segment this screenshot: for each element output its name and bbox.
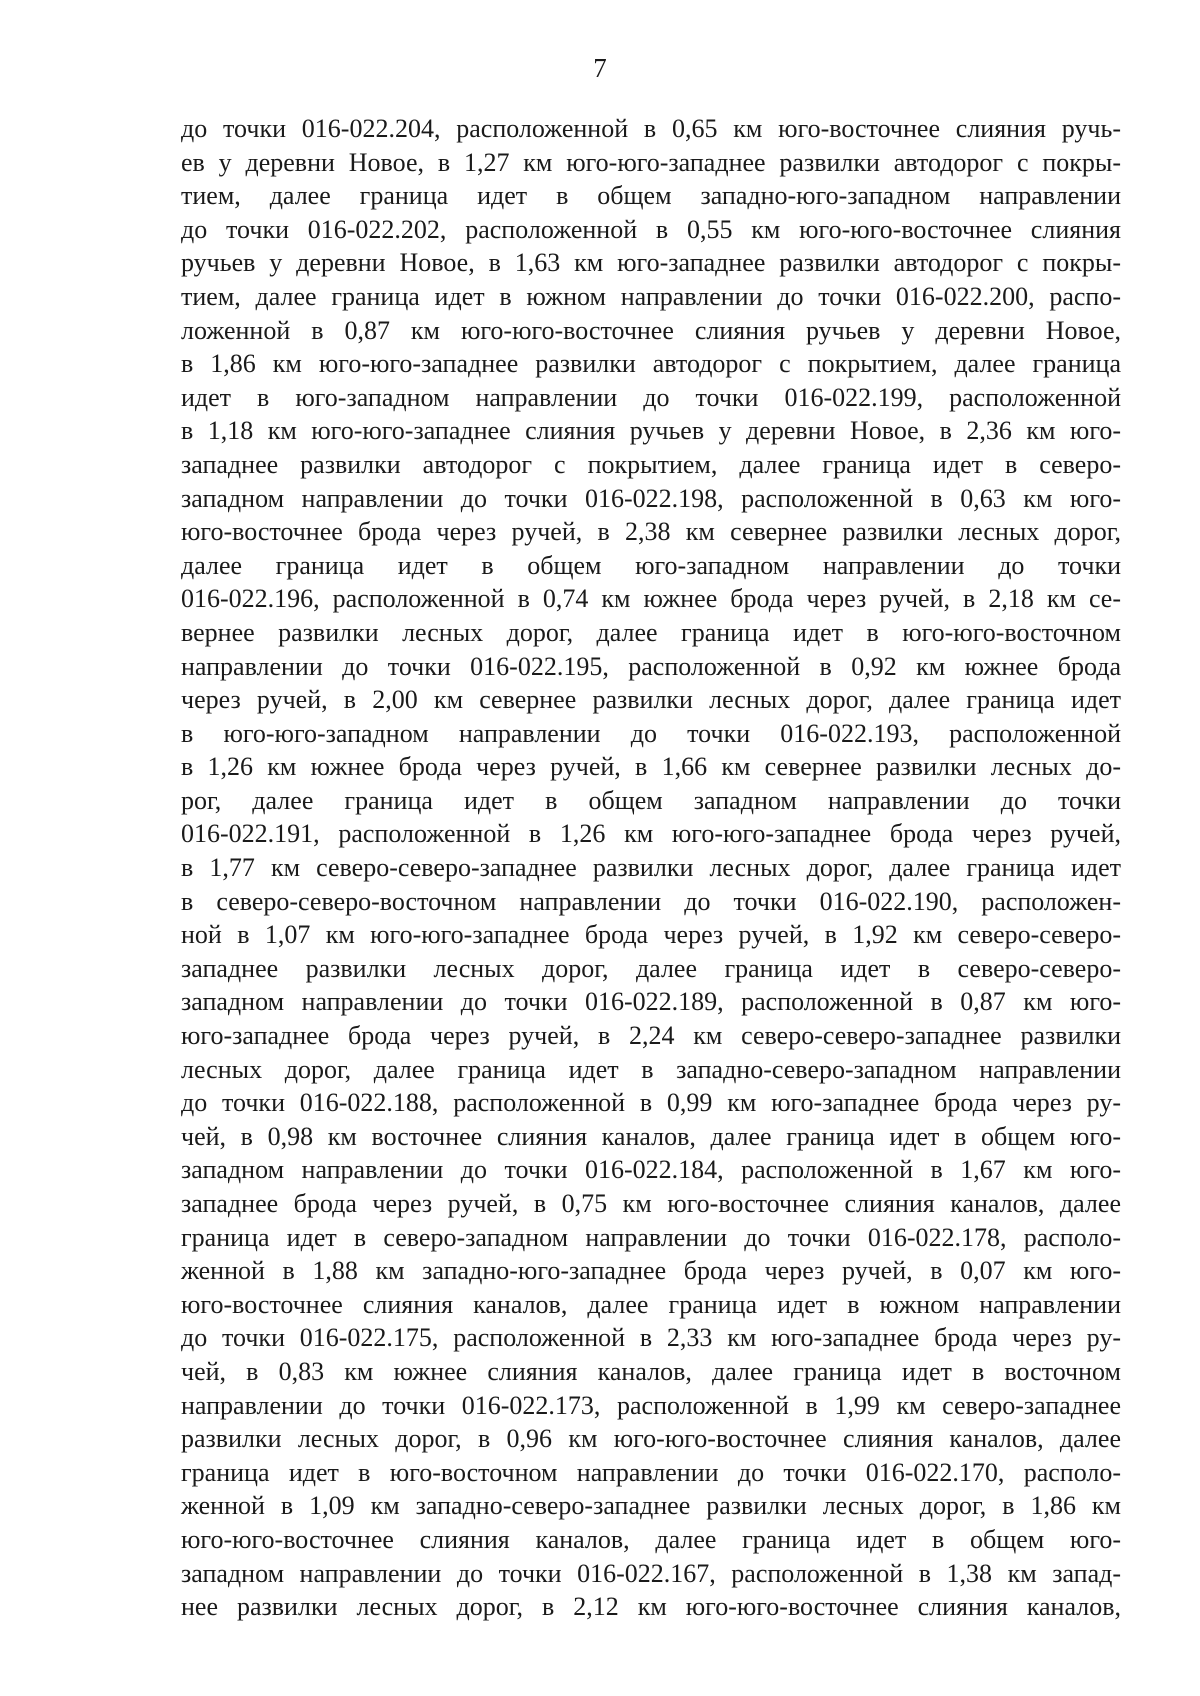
text-line: до точки 016-022.175, расположенной в 2,33 км юго-западнее брода через ру-: [181, 1323, 1121, 1353]
text-line: женной в 1,09 км западно-северо-западнее развилки лесных дорог, в 1,86 км: [181, 1491, 1121, 1521]
text-line: в северо-северо-восточном направлении до точки 016-022.190, расположен-: [181, 886, 1121, 916]
body-text: [181, 112, 1121, 1624]
text-line: граница идет в северо-западном направлении до точки 016-022.178, располо-: [181, 1222, 1121, 1252]
text-line: западнее брода через ручей, в 0,75 км юго-восточнее слияния каналов, далее: [181, 1189, 1121, 1218]
text-line: тием, далее граница идет в южном направлении до точки 016-022.200, распо-: [181, 281, 1121, 311]
text-line: в 1,18 км юго-юго-западнее слияния ручьев у деревни Новое, в 2,36 км юго-: [181, 416, 1121, 446]
text-line: вернее развилки лесных дорог, далее граница идет в юго-юго-восточном: [181, 617, 1121, 647]
text-line: в 1,86 км юго-юго-западнее развилки автодорог с покрытием, далее граница: [181, 349, 1121, 379]
text-line: тием, далее граница идет в общем западно-юго-западном направлении: [181, 181, 1121, 211]
text-line: юго-юго-восточнее слияния каналов, далее граница идет в общем юго-: [181, 1524, 1121, 1554]
text-line: через ручей, в 2,00 км севернее развилки лесных дорог, далее граница идет: [181, 685, 1121, 715]
text-line: лесных дорог, далее граница идет в западно-северо-западном направлении: [181, 1054, 1121, 1084]
text-line: до точки 016-022.188, расположенной в 0,99 км юго-западнее брода через ру-: [181, 1088, 1121, 1118]
text-line: развилки лесных дорог, в 0,96 км юго-юго-восточнее слияния каналов, далее: [181, 1424, 1121, 1454]
page-number: 7: [593, 53, 607, 83]
text-line: западнее развилки лесных дорог, далее граница идет в северо-северо-: [181, 953, 1121, 983]
text-line: чей, в 0,83 км южнее слияния каналов, далее граница идет в восточном: [181, 1356, 1121, 1386]
text-line: 016-022.191, расположенной в 1,26 км юго-юго-западнее брода через ручей,: [181, 819, 1121, 849]
text-line: юго-западнее брода через ручей, в 2,24 км северо-северо-западнее развилки: [181, 1021, 1121, 1051]
text-line: юго-восточнее брода через ручей, в 2,38 км севернее развилки лесных дорог,: [181, 517, 1121, 547]
text-line: направлении до точки 016-022.173, расположенной в 1,99 км северо-западнее: [181, 1390, 1121, 1420]
text-line: в 1,77 км северо-северо-западнее развилки лесных дорог, далее граница идет: [181, 853, 1121, 883]
text-line: рог, далее граница идет в общем западном направлении до точки: [181, 785, 1121, 815]
text-line: ложенной в 0,87 км юго-юго-восточнее слияния ручьев у деревни Новое,: [181, 315, 1121, 345]
text-line: идет в юго-западном направлении до точки 016-022.199, расположенной: [181, 382, 1121, 412]
text-line: чей, в 0,98 км восточнее слияния каналов, далее граница идет в общем юго-: [181, 1121, 1121, 1151]
text-line: далее граница идет в общем юго-западном направлении до точки: [181, 550, 1121, 580]
text-line: западном направлении до точки 016-022.189, расположенной в 0,87 км юго-: [181, 987, 1121, 1017]
text-line: ной в 1,07 км юго-юго-западнее брода через ручей, в 1,92 км северо-северо-: [181, 920, 1121, 950]
text-line: нее развилки лесных дорог, в 2,12 км юго-юго-восточнее слияния каналов,: [181, 1592, 1121, 1622]
text-line: в юго-юго-западном направлении до точки 016-022.193, расположенной: [181, 718, 1121, 748]
text-line: до точки 016-022.204, расположенной в 0,65 км юго-восточнее слияния ручь-: [181, 114, 1121, 143]
text-line: направлении до точки 016-022.195, расположенной в 0,92 км южнее брода: [181, 651, 1121, 681]
text-line: до точки 016-022.202, расположенной в 0,55 км юго-юго-восточнее слияния: [181, 214, 1121, 244]
text-line: западном направлении до точки 016-022.184, расположенной в 1,67 км юго-: [181, 1155, 1121, 1185]
text-line: ручьев у деревни Новое, в 1,63 км юго-западнее развилки автодорог с покры-: [181, 248, 1121, 278]
text-line: западнее развилки автодорог с покрытием, далее граница идет в северо-: [181, 449, 1121, 479]
text-line: в 1,26 км южнее брода через ручей, в 1,66 км севернее развилки лесных до-: [181, 752, 1121, 782]
text-line: 016-022.196, расположенной в 0,74 км южнее брода через ручей, в 2,18 км се-: [181, 584, 1121, 614]
text-line: юго-восточнее слияния каналов, далее граница идет в южном направлении: [181, 1289, 1121, 1319]
text-line: граница идет в юго-восточном направлении до точки 016-022.170, располо-: [181, 1457, 1121, 1487]
text-line: западном направлении до точки 016-022.198, расположенной в 0,63 км юго-: [181, 483, 1121, 513]
text-line: западном направлении до точки 016-022.167, расположенной в 1,38 км запад-: [181, 1558, 1121, 1588]
text-line: ев у деревни Новое, в 1,27 км юго-юго-западнее развилки автодорог с покры-: [181, 147, 1121, 177]
text-line: женной в 1,88 км западно-юго-западнее брода через ручей, в 0,07 км юго-: [181, 1256, 1121, 1286]
